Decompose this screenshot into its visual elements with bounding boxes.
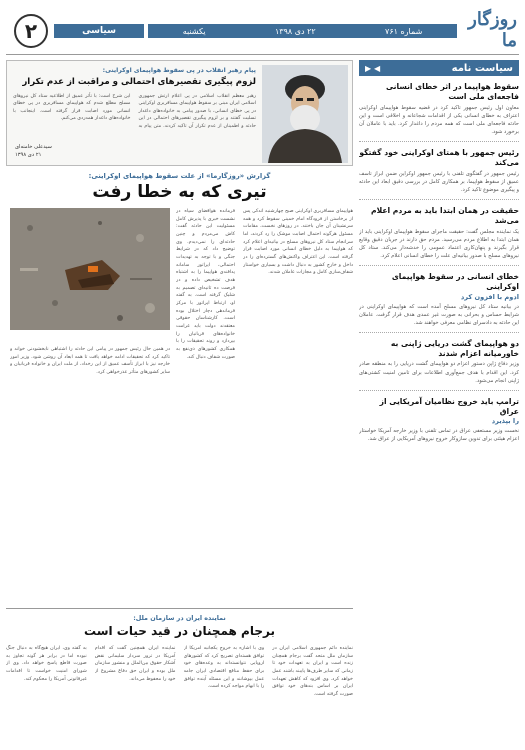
portrait-photo [262, 65, 348, 163]
right-column [359, 60, 519, 742]
report-kicker: گزارش «روزگارما» از علت سقوط هواپیمای اوکراینی: [88, 172, 271, 180]
banner-title: سیاست نامه [451, 62, 513, 74]
story-divider [359, 390, 519, 391]
portrait-image [262, 65, 348, 163]
column-story [359, 397, 519, 444]
story-body: در بیانیه ستاد کل نیروهای مسلح آمده است که هواپیمای اوکراینی در شرایط حساس و بحرانی به صورت غیر عمدی هدف قرار گرفت. عاملان این حادثه به دادسرای نظامی معرفی خواهند شد. [359, 303, 519, 326]
newspaper-logo: روزگار ما [468, 9, 517, 51]
weekday: یکشنبه [182, 26, 206, 36]
story-subtitle: را بپذیرد [491, 417, 519, 426]
story-title: حقیقت در همان ابتدا باید به مردم اعلام می‌شد [371, 205, 519, 225]
lead-body: رهبر معظم انقلاب اسلامی در پی اعلام ارتش جمهوری اسلامی ایران مبنی بر سقوط هواپیمای مسافربری اوکراینی در پی خطای انسانی، با صدور پیامی به خانواده‌های داغدار تسلیت گفتند و بر لزوم پیگیری تقصیرهای احتمالی در این حادثه و اطمینان از عدم تکرار آن تاکید کردند. متن پیام به این شرح است: با تأثر عمیق از اطلاعیه ستاد کل نیروهای مسلح مطلع شدم که هواپیمای مسافربری در پی خطای انسانی مورد اصابت قرار گرفته است. اینجانب با خانواده‌های داغدار همدردی می‌کنم. [13, 94, 256, 129]
header-divider [6, 54, 519, 55]
story-subtitle: ادوم با افزون کرد [460, 292, 519, 301]
page-number: ۲ [14, 14, 48, 48]
report-column: فرمانده هوافضای سپاه در نشست خبری با پذیرش کامل مسئولیت این حادثه گفت: کاش می‌مردم و چنین حادثه‌ای را نمی‌دیدم. وی توضیح داد که در شرایط جنگی و با توجه به تهدیدات احتمالی، اپراتور سامانه پدافندی هواپیما را به اشتباه هدف تشخیص داده و در فرصت ده ثانیه‌ای تصمیم به شلیک گرفته است. به گفته او، ارتباط اپراتور با مرکز فرماندهی دچار اختلال بوده است. کارشناسان حقوقی معتقدند دولت باید غرامت خانواده‌های قربانیان را بپردازد و روند تحقیقات را با همکاری کشورهای ذی‌نفع به صورت شفاف دنبال کند. [176, 209, 235, 360]
lead-kicker: پیام رهبر انقلاب در پی سقوط هواپیمای اوکراینی: [102, 67, 256, 74]
column-story [359, 82, 519, 142]
bottom-headline: برجام همچنان در قید حیات است [84, 624, 275, 638]
date: ۲۲ دی ۱۳۹۸ [274, 26, 316, 36]
bottom-kicker: نماینده ایران در سازمان ملل: [133, 614, 226, 622]
story-body: وزیر دفاع ژاپن دستور اعزام دو هواپیمای گشت دریایی را به منطقه صادر کرد. این اقدام با هدف جمع‌آوری اطلاعات برای تامین امنیت کشتی‌های ژاپنی انجام می‌شود. [359, 361, 519, 384]
section-label: سیاسی [54, 24, 144, 38]
column-story [359, 148, 519, 200]
story-divider [359, 199, 519, 200]
lead-story [6, 60, 353, 166]
lead-signature [15, 144, 52, 159]
masthead [6, 6, 519, 52]
main-area [6, 60, 353, 742]
wreckage-photo [10, 208, 170, 330]
report-headline: تیری که به خطا رفت [92, 182, 267, 202]
report-column: هواپیمای مسافربری اوکراینی صبح چهارشنبه اندکی پس از برخاستن از فرودگاه امام خمینی سقوط کرد و همه سرنشینان آن جان باختند. در روزهای نخست، مقامات مسئول هرگونه احتمال اصابت موشک را رد کردند، اما سرانجام ستاد کل نیروهای مسلح در بیانیه‌ای اعلام کرد که هواپیما به دلیل خطای انسانی مورد اصابت قرار گرفته است. این اعتراف واکنش‌های گسترده‌ای را در داخل و خارج کشور به دنبال داشت و بسیاری خواستار شفاف‌سازی کامل و مجازات عاملان شدند. [243, 209, 353, 276]
story-body: نخست وزیر مستعفی عراق در تماس تلفنی با وزیر خارجه آمریکا خواستار اعزام هیئتی برای تدوین سازوکار خروج نیروهای آمریکایی از عراق شد. [359, 428, 519, 443]
story-title: سقوط هواپیما در اثر خطای انسانی فاجعه‌ای ملی است [385, 82, 519, 101]
story-title: دو هواپیمای گشت دریایی ژاپنی به خاورمیانه اعزام شدند [390, 338, 519, 358]
report-body [6, 206, 353, 602]
story-divider [359, 332, 519, 333]
column-story [359, 339, 519, 391]
story-body: یک نماینده مجلس گفت: حقیقت ماجرای سقوط هواپیمای اوکراینی باید از همان ابتدا به اطلاع مردم می‌رسید. مردم حق دارند در جریان دقیق وقایع قرار بگیرند و پنهان‌کاری اعتماد عمومی را خدشه‌دار می‌کند. ستاد کل نیروهای مسلح با صدور بیانیه‌ای علت را خطای انسانی اعلام کرد. [359, 228, 519, 259]
date-strip [148, 24, 457, 38]
story-title: خطای انسانی در سقوط هواپیمای اوکراینی [391, 271, 519, 291]
signature-date: ۲۱ دی ۱۳۹۸ [15, 151, 42, 158]
bottom-story [6, 608, 353, 742]
report-column: در همین حال رئیس جمهور در پیامی این حادثه را اشتباهی نابخشودنی خواند و تاکید کرد که تحقیقات ادامه خواهد یافت تا همه ابعاد آن روشن شود. وزیر امور خارجه نیز با ابراز تأسف عمیق از این رخداد، از ملت ایران و خانواده قربانیان و سایر کشورهای متأثر عذرخواهی کرد. [10, 347, 170, 376]
bottom-column: به گفته وی، ایران هیچ‌گاه به دنبال جنگ نبوده اما در برابر هر گونه تجاوز به صورت قاطع پاسخ خواهد داد. وی از شورای امنیت خواست تا اقدامات غیرقانونی آمریکا را محکوم کند. [6, 646, 87, 682]
lead-title: لزوم پیگیری تقصیرهای احتمالی و مراقبت از عدم تکرار [22, 77, 256, 87]
wreckage-image [10, 208, 170, 330]
column-story [359, 206, 519, 266]
story-divider [359, 141, 519, 142]
banner-arrow-icon: ◀ ▶ [365, 63, 381, 73]
bottom-columns [6, 645, 353, 742]
column-banner [359, 60, 519, 76]
bottom-column: وی با اشاره به خروج یکجانبه آمریکا از توافق هسته‌ای تصریح کرد که کشورهای اروپایی نتوانسته‌اند به وعده‌های خود برای حفظ منافع اقتصادی ایران جامه عمل بپوشانند و این مسئله آینده توافق را با ابهام مواجه کرده است. [183, 646, 265, 690]
story-title: ترامپ باید خروج نظامیان آمریکایی از عراق [379, 396, 519, 416]
story-body: معاون اول رئیس جمهور تاکید کرد در قضیه سقوط هواپیمای اوکراینی اعتراف به خطای انسانی یکی از اقدامات شجاعانه و اخلاقی است و این حادثه فاجعه‌ای ملی است که همه مردم را داغدار کرد. باید با عاملان آن برخورد شود. [359, 104, 519, 135]
column-story [359, 272, 519, 333]
bottom-column: نماینده دائم جمهوری اسلامی ایران در سازمان ملل متحد گفت برجام همچنان زنده است و ایران به تعهدات خود تا زمانی که سایر طرف‌ها پایبند باشند عمل خواهد کرد. وی افزود که کاهش تعهدات ایران بر اساس بندهای خود توافق صورت گرفته است. [272, 646, 353, 698]
signature-name: سیدعلی خامنه‌ای [15, 144, 52, 151]
bottom-column: نماینده ایران همچنین گفت که اقدام آمریکا در ترور سردار سلیمانی نقض آشکار حقوق بین‌الملل و منشور سازمان ملل بوده و ایران حق دفاع مشروع از خود را محفوظ می‌داند. [94, 646, 176, 682]
main-report [6, 172, 353, 602]
story-body: رئیس جمهور در گفتگوی تلفنی با رئیس جمهور اوکراین ضمن ابراز تاسف عمیق از سقوط هواپیما، بر همکاری کامل در بررسی دقیق ابعاد این حادثه و پیگیری موضوع تاکید کرد. [359, 170, 519, 193]
story-title: رئیس جمهور با همتای اوکراینی خود گفتگو می‌کند [359, 147, 519, 167]
issue-number: شماره ۷۶۱ [385, 26, 423, 36]
story-divider [359, 265, 519, 266]
